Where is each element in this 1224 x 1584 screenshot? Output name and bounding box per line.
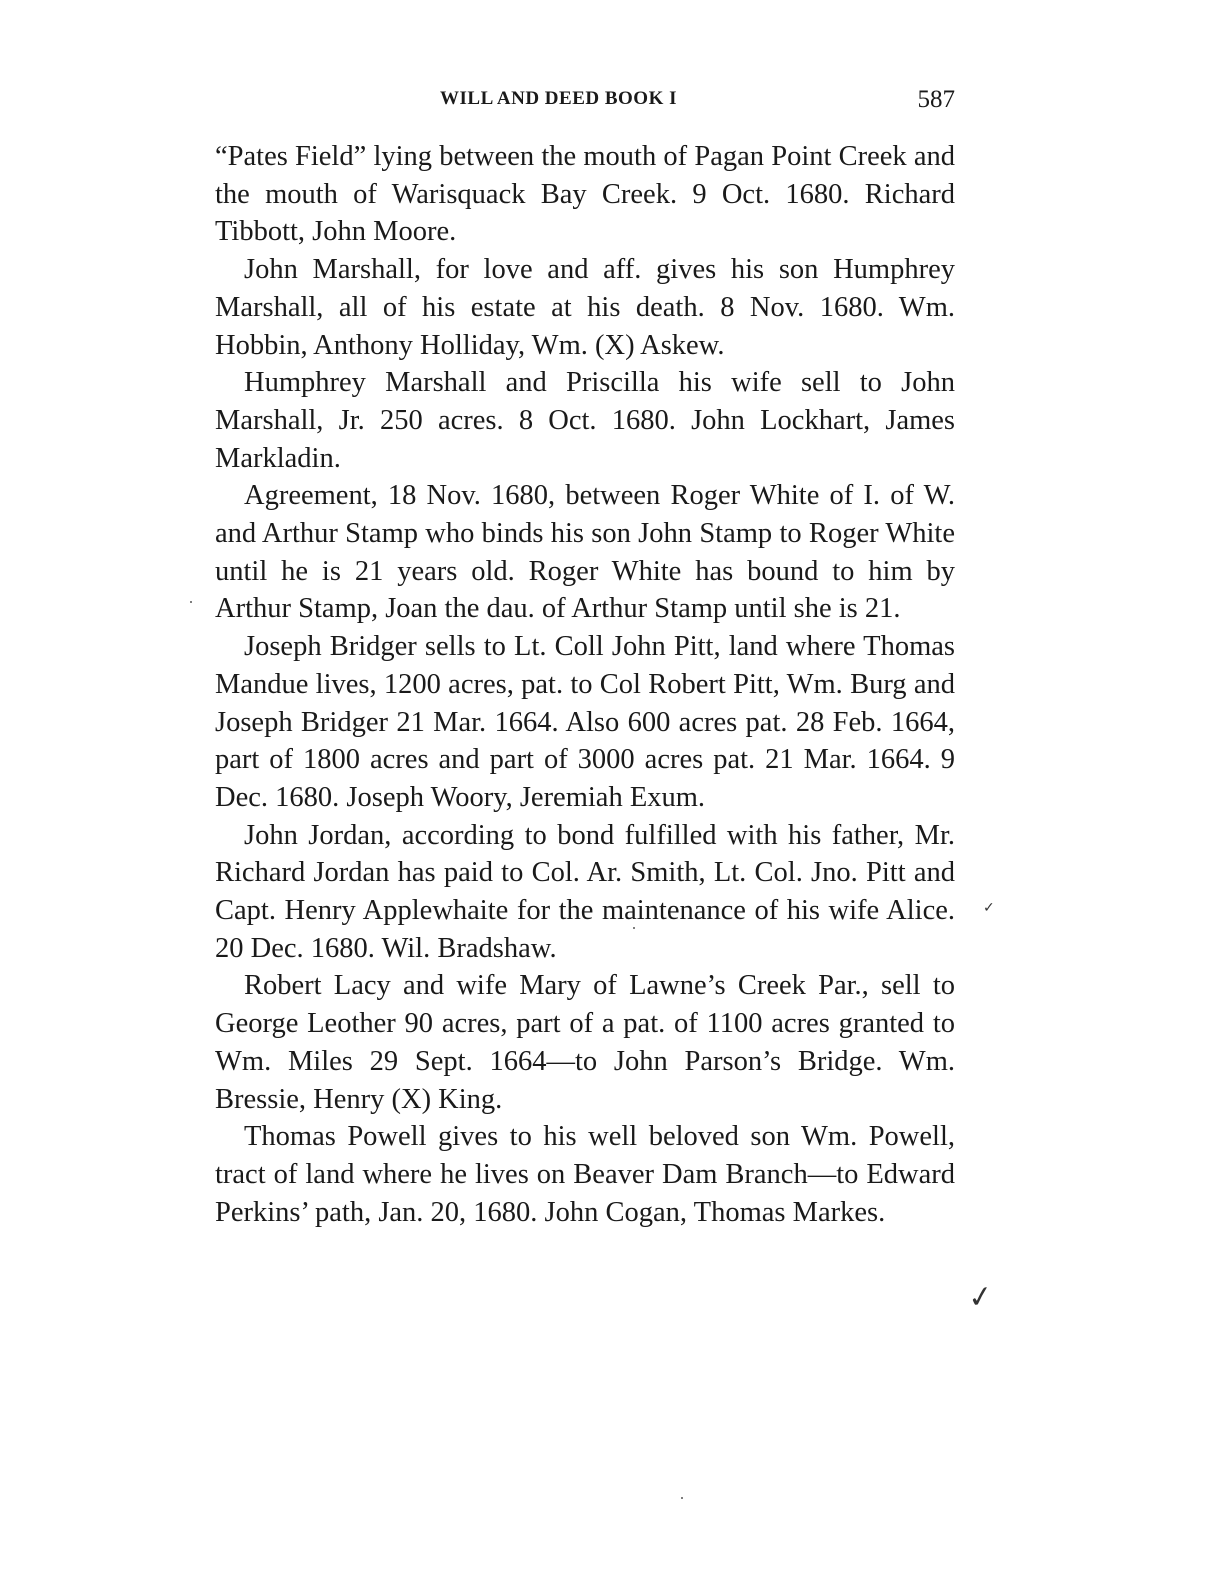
body-text (215, 138, 955, 1231)
running-head (215, 84, 955, 124)
speck (190, 601, 192, 603)
book-page (215, 84, 955, 1231)
paragraph-agreement-roger-white: Agreement, 18 Nov. 1680, between Roger White of I. of W. and Arthur Stamp who binds his son John Stamp to Roger White until he is 21 years old. Roger White has bound to him by Arthur Stamp, Joan the dau. of Arthur Stamp until she is 21. (215, 480, 955, 625)
speck (633, 927, 635, 929)
running-title: WILL AND DEED BOOK I (440, 88, 677, 109)
paragraph-robert-lacy: Robert Lacy and wife Mary of Lawne’s Creek Par., sell to George Leother 90 acres, part of a pat. of 1100 acres granted to Wm. Miles 29 Sept. 1664—to John Parson’s Bridge. Wm. Bressie, Henry (X) King. (215, 970, 955, 1115)
paragraph-john-marshall: John Marshall, for love and aff. gives his son Humphrey Marshall, all of his estate at his death. 8 Nov. 1680. Wm. Hobbin, Anthony Holliday, Wm. (X) Askew. (215, 254, 955, 361)
margin-check-mark-icon: ✓ (965, 1278, 996, 1317)
paragraph-john-jordan: John Jordan, according to bond fulfilled with his father, Mr. Richard Jordan has paid to Col. Ar. Smith, Lt. Col. Jno. Pitt and Capt. Henry Applewhaite for the maintenance of his wife Alice. 20 Dec. 1680. Wil. Bradshaw. (215, 819, 955, 964)
paragraph-humphrey-marshall: Humphrey Marshall and Priscilla his wife sell to John Marshall, Jr. 250 acres. 8 Oct. 1680. John Lockhart, James Markladin. (215, 367, 955, 474)
paragraph-pates-field: “Pates Field” lying between the mouth of Pagan Point Creek and the mouth of Warisquack Bay Creek. 9 Oct. 1680. Richard Tibbott, John Moore. (215, 141, 955, 248)
paragraph-thomas-powell: Thomas Powell gives to his well beloved son Wm. Powell, tract of land where he lives on Beaver Dam Branch—to Edward Perkins’ path, Jan. 20, 1680. John Cogan, Thomas Markes. (215, 1121, 955, 1228)
speck (681, 1497, 683, 1499)
margin-check-mark-icon: ✓ (983, 900, 995, 916)
page-number: 587 (917, 86, 955, 113)
paragraph-joseph-bridger: Joseph Bridger sells to Lt. Coll John Pitt, land where Thomas Mandue lives, 1200 acres, pat. to Col Robert Pitt, Wm. Burg and Joseph Bridger 21 Mar. 1664. Also 600 acres pat. 28 Feb. 1664, part of 1800 acres and part of 3000 acres pat. 21 Mar. 1664. 9 Dec. 1680. Joseph Woory, Jeremiah Exum. (215, 631, 955, 813)
